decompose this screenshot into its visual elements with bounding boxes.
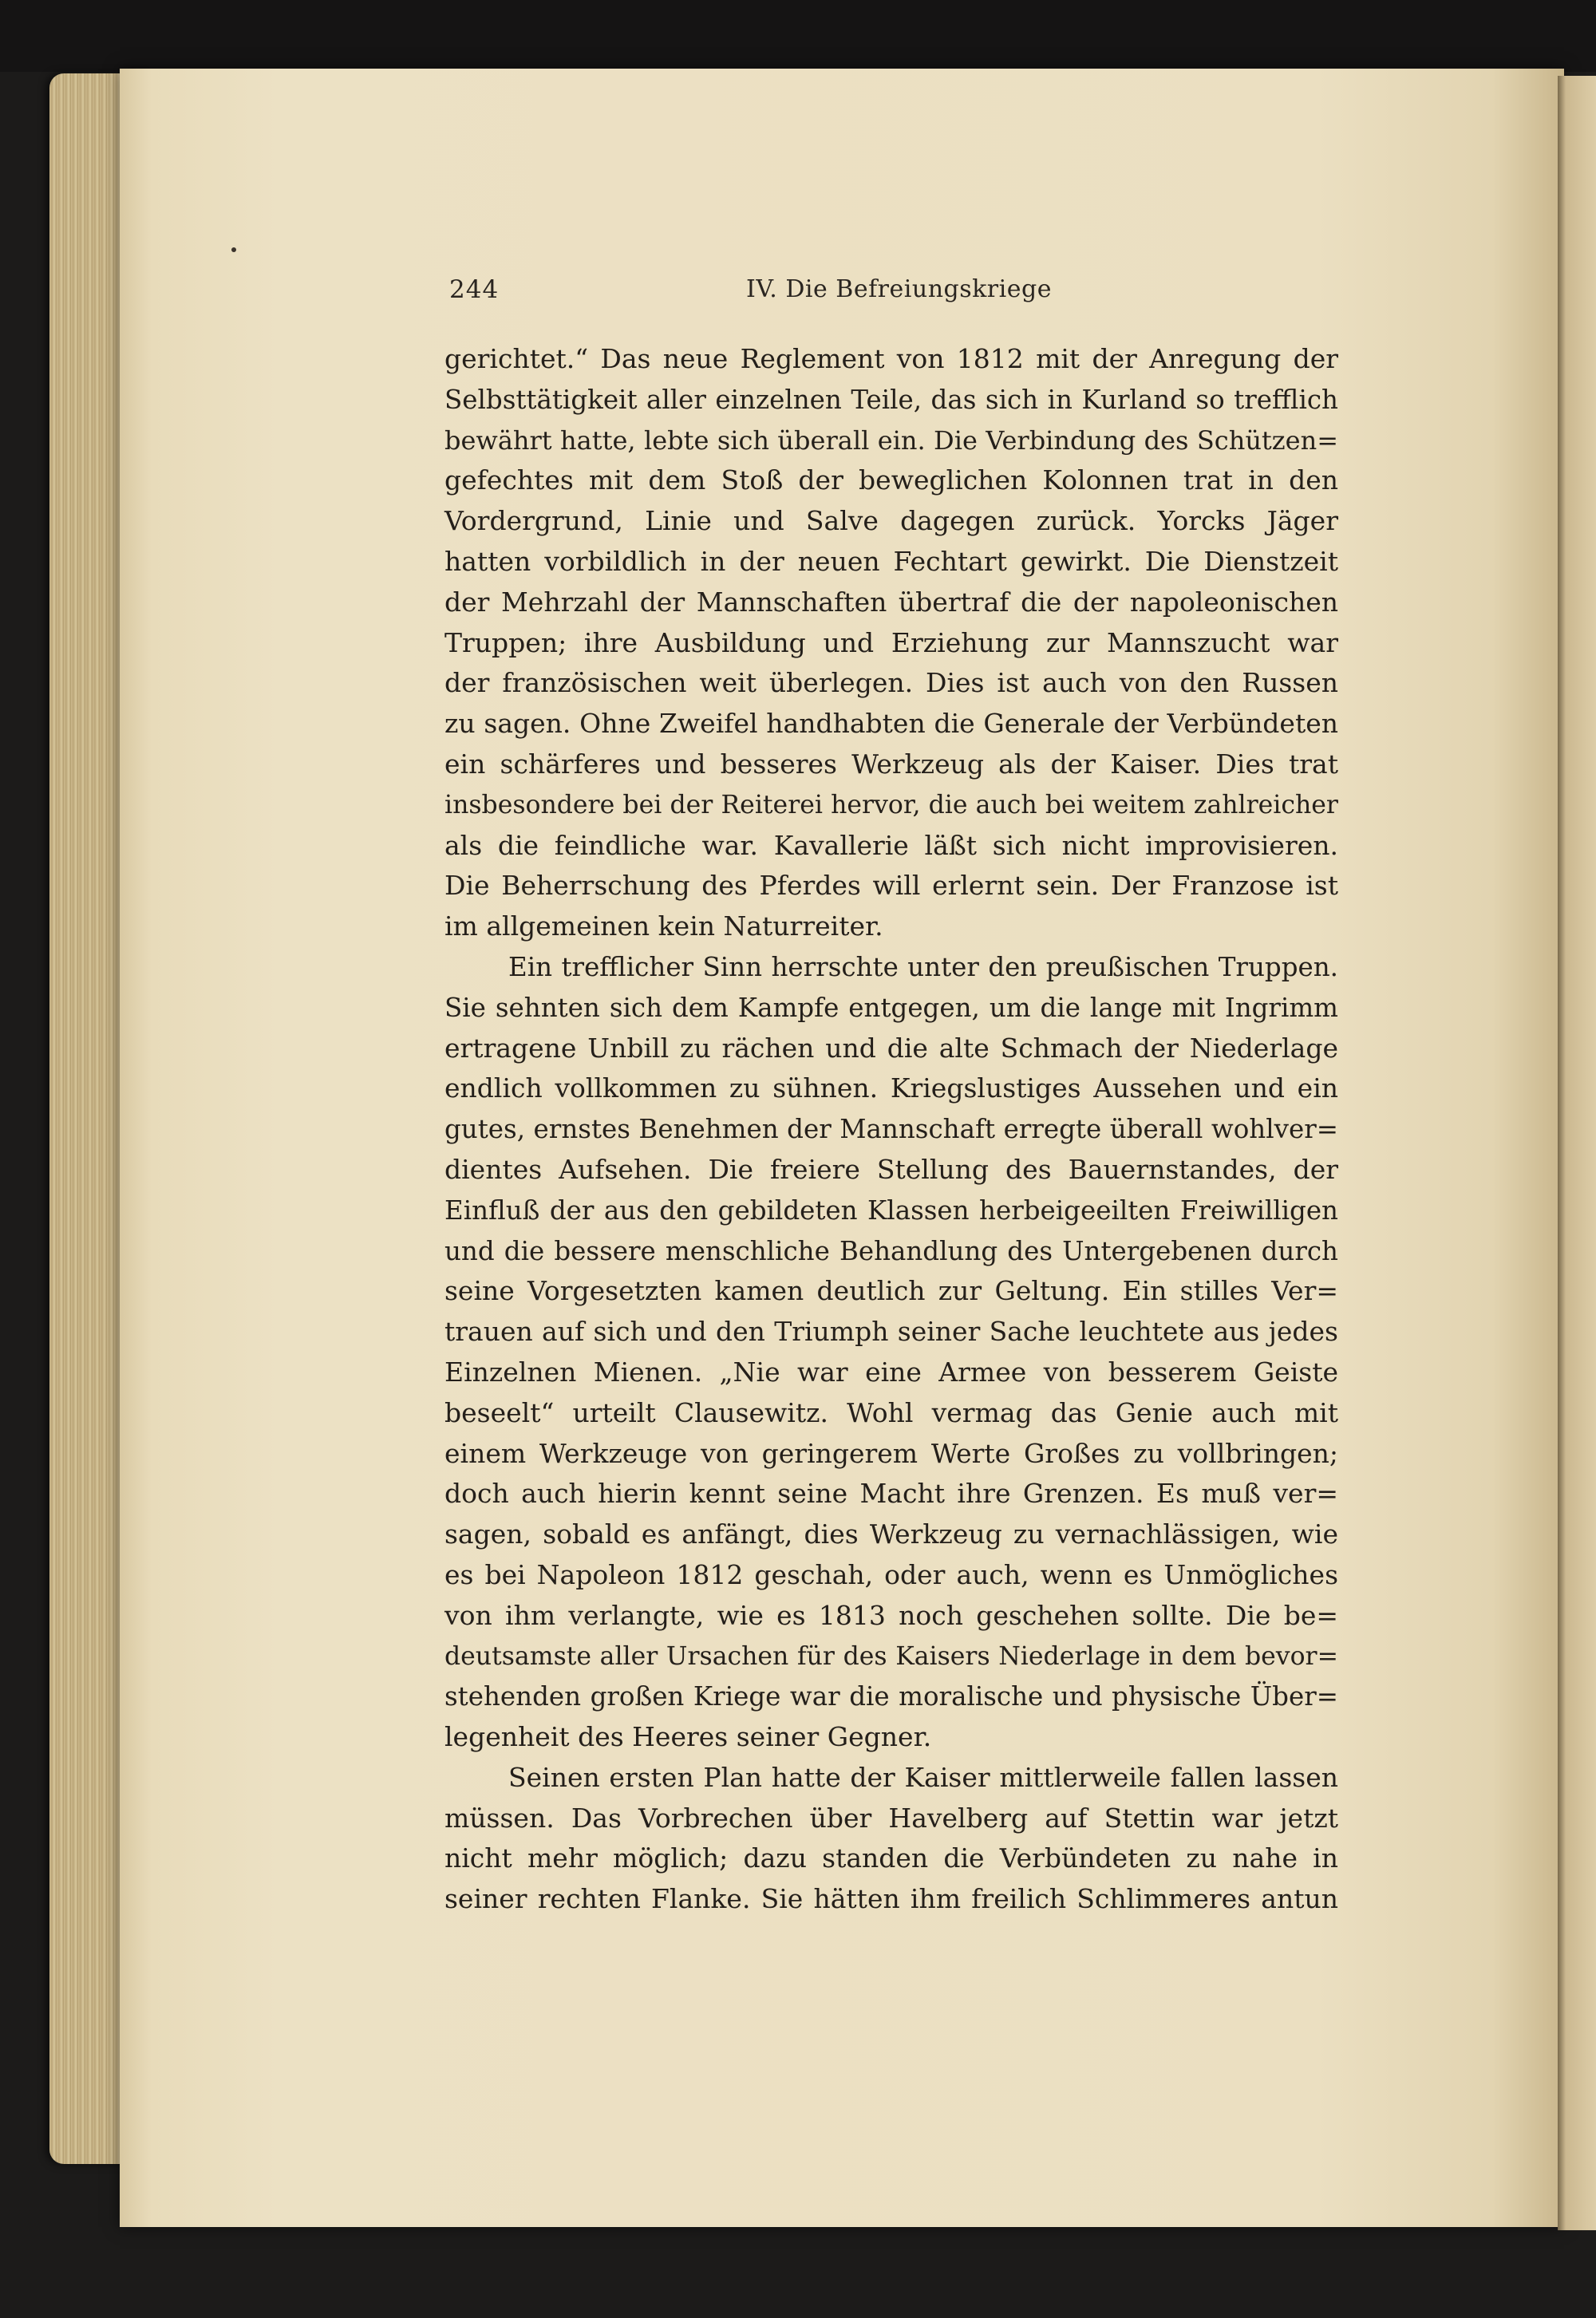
body-text <box>444 339 1338 1920</box>
text-line: müssen. Das Vorbrechen über Havelberg auf Stettin war jetzt <box>444 1802 1338 1834</box>
text-line: gutes, ernstes Benehmen der Mannschaft erregte überall wohlver= <box>444 1114 1338 1145</box>
ink-speck <box>231 247 236 252</box>
text-line: zu sagen. Ohne Zweifel handhabten die Generale der Verbündeten <box>444 708 1338 740</box>
text-line: legenheit des Heeres seiner Gegner. <box>444 1721 932 1753</box>
text-line: doch auch hierin kennt seine Macht ihre Grenzen. Es muß ver= <box>444 1478 1338 1510</box>
text-line: stehenden großen Kriege war die moralische und physische Über= <box>444 1681 1338 1712</box>
text-line: der französischen weit überlegen. Dies ist auch von den Russen <box>444 667 1338 699</box>
text-line: seine Vorgesetzten kamen deutlich zur Geltung. Ein stilles Ver= <box>444 1275 1338 1307</box>
text-line: von ihm verlangte, wie es 1813 noch geschehen sollte. Die be= <box>444 1599 1338 1631</box>
text-line: Einfluß der aus den gebildeten Klassen herbeigeeilten Freiwilligen <box>444 1195 1338 1226</box>
text-line: trauen auf sich und den Triumph seiner Sache leuchtete aus jedes <box>444 1316 1338 1348</box>
text-line: seiner rechten Flanke. Sie hätten ihm freilich Schlimmeres antun <box>444 1883 1338 1915</box>
text-line: dientes Aufsehen. Die freiere Stellung des Bauernstandes, der <box>444 1153 1338 1185</box>
scanner-background <box>0 0 1596 72</box>
text-line: ein schärferes und besseres Werkzeug als der Kaiser. Dies trat <box>444 748 1338 780</box>
text-line: bewährt hatte, lebte sich überall ein. Die Verbindung des Schützen= <box>444 425 1338 456</box>
text-line: gefechtes mit dem Stoß der beweglichen Kolonnen trat in den <box>444 464 1338 496</box>
page-header <box>449 275 1335 307</box>
text-line: Ein trefflicher Sinn herrschte unter den preußischen Truppen. <box>508 951 1338 982</box>
text-line: Einzelnen Mienen. „Nie war eine Armee von besserem Geiste <box>444 1356 1338 1388</box>
text-line: als die feindliche war. Kavallerie läßt sich nicht improvisieren. <box>444 829 1338 861</box>
page-number: 244 <box>449 275 500 304</box>
text-line: hatten vorbildlich in der neuen Fechtart gewirkt. Die Dienstzeit <box>444 545 1338 577</box>
text-line: deutsamste aller Ursachen für des Kaisers Niederlage in dem bevor= <box>444 1641 1338 1671</box>
text-line: Sie sehnten sich dem Kampfe entgegen, um die lange mit Ingrimm <box>444 992 1338 1023</box>
text-line: beseelt“ urteilt Clausewitz. Wohl vermag das Genie auch mit <box>444 1396 1338 1428</box>
text-line: einem Werkzeuge von geringerem Werte Großes zu vollbringen; <box>444 1437 1338 1469</box>
text-line: der Mehrzahl der Mannschaften übertraf die der napoleonischen <box>444 586 1338 618</box>
text-line: endlich vollkommen zu sühnen. Kriegslustiges Aussehen und ein <box>444 1072 1338 1104</box>
text-line: Seinen ersten Plan hatte der Kaiser mittlerweile fallen lassen <box>508 1761 1338 1793</box>
text-line: Truppen; ihre Ausbildung und Erziehung zur Mannszucht war <box>444 626 1338 658</box>
text-line: sagen, sobald es anfängt, dies Werkzeug zu vernachlässigen, wie <box>444 1518 1338 1550</box>
text-line: nicht mehr möglich; dazu standen die Verbündeten zu nahe in <box>444 1842 1338 1874</box>
text-line: und die bessere menschliche Behandlung des Untergebenen durch <box>444 1235 1338 1266</box>
text-line: insbesondere bei der Reiterei hervor, die auch bei weitem zahlreicher <box>444 790 1338 819</box>
text-line: Selbsttätigkeit aller einzelnen Teile, das sich in Kurland so trefflich <box>444 384 1338 415</box>
text-line: Die Beherrschung des Pferdes will erlernt sein. Der Franzose ist <box>444 870 1338 902</box>
text-line: Vordergrund, Linie und Salve dagegen zurück. Yorcks Jäger <box>444 505 1338 537</box>
text-line: gerichtet.“ Das neue Reglement von 1812 mit der Anregung der <box>444 343 1338 374</box>
text-line: im allgemeinen kein Naturreiter. <box>444 910 883 942</box>
facing-page-edge <box>1558 76 1596 2230</box>
running-head: IV. Die Befreiungskriege <box>746 275 1052 303</box>
text-line: ertragene Unbill zu rächen und die alte Schmach der Niederlage <box>444 1032 1338 1064</box>
text-line: es bei Napoleon 1812 geschah, oder auch, wenn es Unmögliches <box>444 1558 1338 1590</box>
